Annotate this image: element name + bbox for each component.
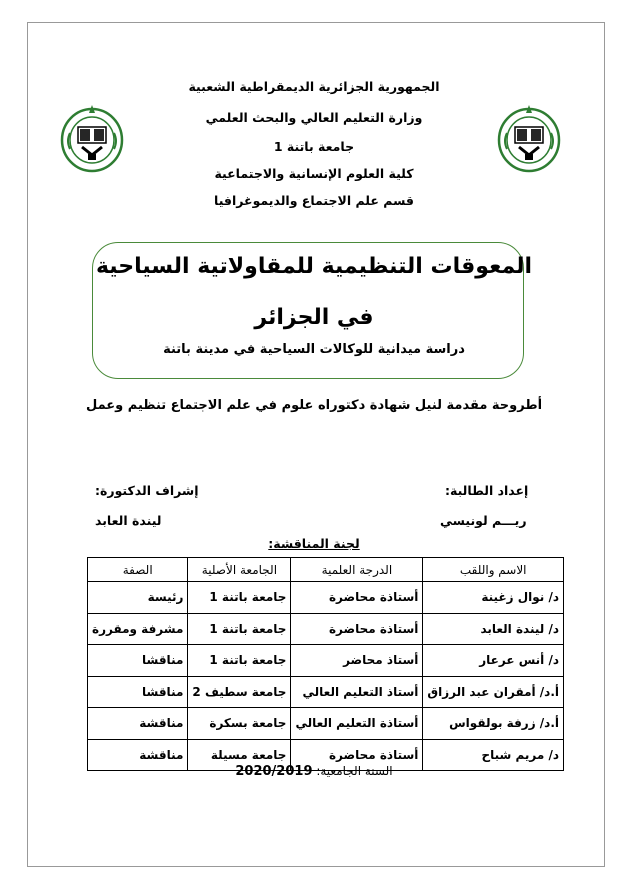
student-name: ريـــم لونيسي xyxy=(440,513,527,528)
member-university: جامعة بسكرة xyxy=(188,708,291,740)
header-ministry: وزارة التعليم العالي والبحث العلمي xyxy=(205,110,423,125)
col-name-header: الاسم واللقب xyxy=(423,558,564,582)
header-university: جامعة باتنة 1 xyxy=(273,139,355,154)
member-university: جامعة باتنة 1 xyxy=(188,645,291,677)
member-rank: أستاذة محاضرة xyxy=(291,613,423,645)
col-role-header: الصفة xyxy=(88,558,188,582)
supervisor-label: إشراف الدكتورة: xyxy=(95,483,199,498)
academic-year-value: 2020/2019 xyxy=(235,764,313,779)
student-label: إعداد الطالبة: xyxy=(445,483,529,498)
member-name: د/ نوال زغينة xyxy=(423,582,564,614)
member-role: رئيسة xyxy=(88,582,188,614)
member-name: د/ ليندة العابد xyxy=(423,613,564,645)
member-name: د/ أنس عرعار xyxy=(423,645,564,677)
member-university: جامعة سطيف 2 xyxy=(188,676,291,708)
col-university-header: الجامعة الأصلية xyxy=(188,558,291,582)
member-university: جامعة باتنة 1 xyxy=(188,582,291,614)
header-republic: الجمهورية الجزائرية الديمقراطية الشعبية xyxy=(188,79,440,94)
member-name: أ.د/ زرفة بولقواس xyxy=(423,708,564,740)
table-row xyxy=(88,676,564,708)
member-role: مشرفة ومقررة xyxy=(88,613,188,645)
committee-table xyxy=(87,557,564,771)
title-subtitle: دراسة ميدانية للوكالات السياحية في مدينة باتنة xyxy=(163,342,465,357)
header-department: قسم علم الاجتماع والديموغرافيا xyxy=(214,193,414,208)
member-role: مناقشة xyxy=(88,739,188,771)
academic-year-label: السنة الجامعية: xyxy=(316,764,393,778)
col-rank-header: الدرجة العلمية xyxy=(291,558,423,582)
supervisor-name: ليندة العابد xyxy=(95,513,162,528)
member-rank: أستاذة التعليم العالي xyxy=(291,708,423,740)
member-name: د/ مريم شباح xyxy=(423,739,564,771)
table-row xyxy=(88,613,564,645)
table-row xyxy=(88,645,564,677)
member-rank: أستاذ محاضر xyxy=(291,645,423,677)
member-name: أ.د/ أمقران عبد الرزاق xyxy=(423,676,564,708)
member-role: مناقشا xyxy=(88,676,188,708)
member-rank: أستاذ التعليم العالي xyxy=(291,676,423,708)
member-role: مناقشة xyxy=(88,708,188,740)
member-rank: أستاذة محاضرة xyxy=(291,739,423,771)
table-row xyxy=(88,582,564,614)
title-line-1: المعوقات التنظيمية للمقاولاتية السياحية xyxy=(95,254,533,279)
title-line-2: في الجزائر xyxy=(254,305,374,330)
table-row xyxy=(88,708,564,740)
committee-title: لجنة المناقشة: xyxy=(268,536,360,551)
member-university: جامعة مسيلة xyxy=(188,739,291,771)
member-university: جامعة باتنة 1 xyxy=(188,613,291,645)
academic-year xyxy=(0,764,628,779)
header-faculty: كلية العلوم الإنسانية والاجتماعية xyxy=(214,166,414,181)
thesis-statement: أطروحة مقدمة لنيل شهادة دكتوراه علوم في علم الاجتماع تنظيم وعمل xyxy=(85,398,543,413)
committee-header-row xyxy=(88,558,564,582)
member-role: مناقشا xyxy=(88,645,188,677)
member-rank: أستاذة محاضرة xyxy=(291,582,423,614)
